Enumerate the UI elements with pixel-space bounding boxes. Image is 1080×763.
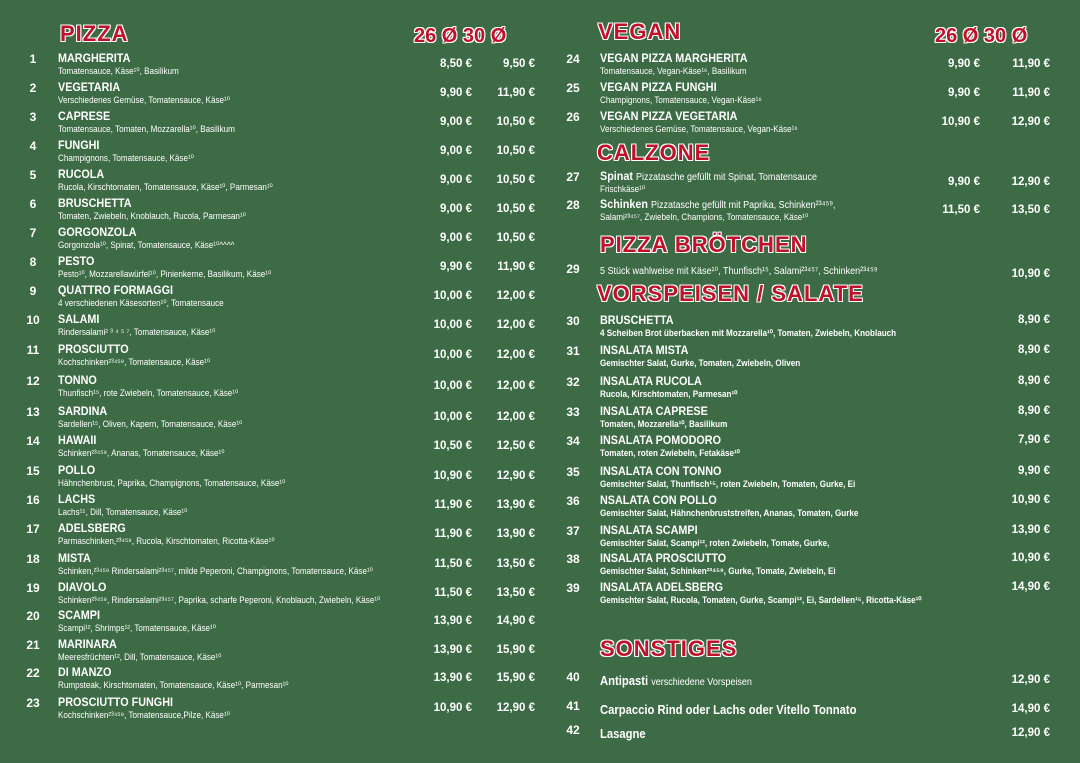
item-name-text: CAPRESE xyxy=(58,109,111,123)
menu-item xyxy=(0,636,545,665)
price-26: 13,90 € xyxy=(433,644,472,656)
item-number: 2 xyxy=(29,81,37,95)
item-description: Tomaten, roten Zwiebeln, Fetakäse¹⁰ xyxy=(600,448,740,458)
menu-item xyxy=(545,463,1080,492)
item-description: Sardellen¹⁵, Oliven, Kapern, Tomatensauce, Käse¹⁰ xyxy=(58,419,243,429)
item-description: Kochschinken²³⁴⁵⁹, Tomatensauce, Käse¹⁰ xyxy=(58,357,211,367)
item-description: Scampi¹², Shrimps¹², Tomatensauce, Käse¹⁰ xyxy=(58,623,216,633)
item-name xyxy=(58,433,96,447)
item-description: Schinken²³⁴⁵⁹, Ananas, Tomatensauce, Käse¹⁰ xyxy=(58,448,225,458)
item-inline-description: Pizzatasche gefüllt mit Spinat, Tomatensauce xyxy=(636,172,817,183)
item-description: Gorgonzola¹⁰, Spinat, Tomatensauce, Käse¹⁰^^^^ xyxy=(58,240,235,250)
item-name-text: Schinken xyxy=(600,197,649,211)
item-name-text: GORGONZOLA xyxy=(58,225,137,239)
item-description: Schinken²³⁴⁵⁹, Rindersalami²³⁴⁵⁷, Paprika, scharfe Peperoni, Knoblauch, Zwiebeln, Käse¹⁰ xyxy=(58,595,381,605)
item-name-text: INSALATA RUCOLA xyxy=(600,374,702,388)
item-description: Gemischter Salat, Rucola, Tomaten, Gurke, Scampi¹², Ei, Sardellen¹⁵, Ricotta-Käse¹⁰ xyxy=(600,595,922,605)
item-name-text: INSALATA CON TONNO xyxy=(600,464,722,478)
item-name xyxy=(58,665,111,679)
sonstiges-title: SONSTIGES xyxy=(600,636,738,661)
item-name-text: SARDINA xyxy=(58,404,108,418)
item-description: Gemischter Salat, Schinken²³⁴⁵⁹, Gurke, Tomate, Zwiebeln, Ei xyxy=(600,566,836,576)
price-26: 9,90 € xyxy=(948,58,980,70)
price-30: 12,90 € xyxy=(1011,176,1050,188)
item-name xyxy=(58,312,99,326)
calzone-title: CALZONE xyxy=(597,140,711,165)
item-number: 5 xyxy=(29,168,37,182)
item-name-text: NSALATA CON POLLO xyxy=(600,493,717,507)
menu-item xyxy=(545,721,1080,750)
item-name-text: Lasagne xyxy=(600,727,646,741)
item-name-text: INSALATA POMODORO xyxy=(600,433,721,447)
price-30: 11,90 € xyxy=(497,87,535,99)
item-description: Lachs¹⁵, Dill, Tomatensauce, Käse¹⁰ xyxy=(58,507,188,517)
item-name-text: MARGHERITA xyxy=(58,51,131,65)
price-26: 13,90 € xyxy=(433,615,472,627)
price-26: 9,90 € xyxy=(948,87,980,99)
price: 10,90 € xyxy=(1011,268,1050,280)
item-number: 8 xyxy=(29,255,37,269)
item-description: Verschiedenes Gemüse, Tomatensauce, Vegan-Käse¹⁶ xyxy=(600,124,798,134)
vegan-title: VEGAN xyxy=(598,19,682,44)
item-name xyxy=(600,197,836,211)
menu-item xyxy=(0,432,545,461)
price-30: 12,90 € xyxy=(1011,116,1050,128)
item-description: Rumpsteak, Kirschtomaten, Tomatensauce, Käse¹⁰, Parmesan¹⁰ xyxy=(58,680,289,690)
item-name xyxy=(600,551,726,565)
item-name xyxy=(600,374,702,388)
item-name xyxy=(600,433,721,447)
price-30: 10,50 € xyxy=(496,232,535,244)
menu-item xyxy=(0,282,545,311)
item-name-text: Antipasti xyxy=(600,674,649,688)
price-26: 10,00 € xyxy=(433,349,472,361)
price-30: 12,90 € xyxy=(496,702,535,714)
item-number: 42 xyxy=(566,723,580,737)
price-26: 9,00 € xyxy=(440,174,472,186)
item-number: 34 xyxy=(566,434,580,448)
item-name xyxy=(600,523,698,537)
menu-item xyxy=(0,403,545,432)
price-30: 11,90 € xyxy=(1012,87,1050,99)
item-name xyxy=(58,580,106,594)
price-30: 15,90 € xyxy=(496,672,535,684)
item-number: 19 xyxy=(26,581,40,595)
menu-item xyxy=(545,373,1080,402)
item-number: 14 xyxy=(26,434,40,448)
item-number: 22 xyxy=(26,666,40,680)
item-number: 32 xyxy=(566,375,580,389)
item-description: Salami²³⁴⁵⁷, Zwiebeln, Champions, Tomatensauce, Käse¹⁰ xyxy=(600,212,809,222)
item-number: 40 xyxy=(566,670,580,684)
item-name-text: VEGAN PIZZA FUNGHI xyxy=(600,80,717,94)
item-name xyxy=(58,637,117,651)
item-name-text: INSALATA ADELSBERG xyxy=(600,580,724,594)
price-26: 10,90 € xyxy=(433,470,472,482)
item-name-text: SCAMPI xyxy=(58,608,101,622)
price-30: 13,90 € xyxy=(496,528,535,540)
item-number: 31 xyxy=(566,344,580,358)
menu-item xyxy=(0,108,545,137)
price-26: 10,00 € xyxy=(433,380,472,392)
item-name-text: BRUSCHETTA xyxy=(58,196,132,210)
menu-item xyxy=(0,550,545,579)
pizza-size-header: 26 Ø 30 Ø xyxy=(414,25,507,47)
price-26: 13,90 € xyxy=(433,672,472,684)
price-30: 10,50 € xyxy=(496,116,535,128)
menu-item xyxy=(0,50,545,79)
item-name xyxy=(600,313,674,327)
item-name xyxy=(58,196,132,210)
price-30: 13,50 € xyxy=(496,558,535,570)
item-name-text: INSALATA SCAMPI xyxy=(600,523,698,537)
price-26: 10,50 € xyxy=(433,440,472,452)
item-number: 20 xyxy=(26,609,40,623)
price-26: 10,90 € xyxy=(433,702,472,714)
item-number: 3 xyxy=(29,110,37,124)
item-number: 35 xyxy=(566,465,580,479)
item-name-text: VEGAN PIZZA VEGETARIA xyxy=(600,109,738,123)
item-description: 4 Scheiben Brot überbacken mit Mozzarella¹⁰, Tomaten, Zwiebeln, Knoblauch xyxy=(600,328,897,338)
item-name-text: DI MANZO xyxy=(58,665,112,679)
price-26: 10,00 € xyxy=(433,290,472,302)
price-26: 9,00 € xyxy=(440,203,472,215)
menu-item xyxy=(545,196,1080,225)
item-number: 4 xyxy=(29,139,37,153)
menu-item xyxy=(545,668,1080,697)
menu-item xyxy=(0,607,545,636)
item-number: 16 xyxy=(26,493,40,507)
item-description: Champignons, Tomatensauce, Vegan-Käse¹⁶ xyxy=(600,95,762,105)
item-name xyxy=(600,493,717,507)
item-name-text: PESTO xyxy=(58,254,95,268)
item-description: Thunfisch¹⁵, rote Zwiebeln, Tomatensauce, Käse¹⁰ xyxy=(58,388,239,398)
item-number: 1 xyxy=(29,52,37,66)
item-name xyxy=(58,225,137,239)
price-26: 11,50 € xyxy=(942,204,980,216)
item-name xyxy=(58,51,130,65)
item-name xyxy=(58,521,126,535)
item-name xyxy=(600,464,721,478)
item-number: 37 xyxy=(566,524,580,538)
menu-item xyxy=(0,166,545,195)
menu-item xyxy=(545,50,1080,79)
price-26: 9,00 € xyxy=(440,145,472,157)
price: 7,90 € xyxy=(1018,434,1050,446)
vorspeisen-title: VORSPEISEN / SALATE xyxy=(597,281,864,306)
item-number: 41 xyxy=(566,699,580,713)
menu-item xyxy=(0,224,545,253)
item-name-text: INSALATA CAPRESE xyxy=(600,404,708,418)
price: 13,90 € xyxy=(1011,524,1050,536)
item-name-text: RUCOLA xyxy=(58,167,105,181)
price: 14,90 € xyxy=(1011,703,1050,715)
price: 8,90 € xyxy=(1018,344,1050,356)
item-number: 27 xyxy=(566,170,580,184)
price-26: 8,50 € xyxy=(440,58,472,70)
item-description: Champignons, Tomatensauce, Käse¹⁰ xyxy=(58,153,194,163)
menu-item xyxy=(0,462,545,491)
price-30: 11,90 € xyxy=(497,261,535,273)
item-number: 9 xyxy=(29,284,37,298)
menu-item xyxy=(545,79,1080,108)
item-name xyxy=(600,674,752,688)
price: 10,90 € xyxy=(1011,552,1050,564)
item-name xyxy=(58,373,97,387)
item-name xyxy=(600,263,878,277)
price-30: 11,90 € xyxy=(1012,58,1050,70)
item-description: Hähnchenbrust, Paprika, Champignons, Tomatensauce, Käse¹⁰ xyxy=(58,478,286,488)
item-number: 26 xyxy=(566,110,580,124)
pizza-title: PIZZA xyxy=(60,21,129,46)
item-name-text: Spinat xyxy=(600,169,634,183)
price-26: 10,90 € xyxy=(941,116,980,128)
item-name xyxy=(58,109,110,123)
price-30: 10,50 € xyxy=(496,145,535,157)
item-name-text: INSALATA MISTA xyxy=(600,343,689,357)
menu-item xyxy=(545,108,1080,137)
menu-item xyxy=(0,79,545,108)
price-30: 12,00 € xyxy=(496,411,535,423)
price-26: 10,00 € xyxy=(433,411,472,423)
item-number: 29 xyxy=(566,262,580,276)
menu-item xyxy=(0,195,545,224)
item-number: 17 xyxy=(26,522,40,536)
item-number: 39 xyxy=(566,581,580,595)
price-30: 13,50 € xyxy=(496,587,535,599)
item-description: Schinken,²³⁴⁵⁹ Rindersalami²³⁴⁵⁷, milde Peperoni, Champignons, Tomatensauce, Käse¹⁰ xyxy=(58,566,373,576)
item-name-text: INSALATA PROSCIUTTO xyxy=(600,551,727,565)
broetchen-title: PIZZA BRÖTCHEN xyxy=(600,232,808,257)
item-name xyxy=(600,703,857,717)
item-description: Parmaschinken,²³⁴⁵⁹, Rucola, Kirschtomaten, Ricotta-Käse¹⁰ xyxy=(58,536,275,546)
item-name xyxy=(600,80,717,94)
price: 10,90 € xyxy=(1011,494,1050,506)
menu-item xyxy=(0,694,545,723)
menu-item xyxy=(545,492,1080,521)
item-number: 6 xyxy=(29,197,37,211)
item-description: Rindersalami² ³ ⁴ ⁵ ⁷, Tomatensauce, Käse¹⁰ xyxy=(58,327,216,337)
item-number: 21 xyxy=(26,638,40,652)
price-30: 9,50 € xyxy=(503,58,535,70)
price: 8,90 € xyxy=(1018,405,1050,417)
item-name xyxy=(600,109,737,123)
menu-item xyxy=(545,432,1080,461)
item-name-text: LACHS xyxy=(58,492,96,506)
item-name xyxy=(58,342,129,356)
price-30: 15,90 € xyxy=(496,644,535,656)
price-26: 11,50 € xyxy=(434,558,472,570)
item-name xyxy=(600,343,688,357)
item-number: 10 xyxy=(26,313,40,327)
item-name-text: ADELSBERG xyxy=(58,521,126,535)
item-name xyxy=(600,404,708,418)
menu-item xyxy=(545,550,1080,579)
item-number: 33 xyxy=(566,405,580,419)
item-number: 18 xyxy=(26,552,40,566)
item-description: Pesto¹⁰, Mozzarellawürfel¹⁰, Pinienkerne, Basilikum, Käse¹⁰ xyxy=(58,269,272,279)
item-description: Meeresfrüchten¹², Dill, Tomatensauce, Käse¹⁰ xyxy=(58,652,222,662)
menu-item xyxy=(0,579,545,608)
price: 12,90 € xyxy=(1011,674,1050,686)
price-30: 12,90 € xyxy=(496,470,535,482)
item-number: 15 xyxy=(26,464,40,478)
item-number: 12 xyxy=(26,374,40,388)
item-description: Tomaten, Mozzarella¹⁰, Basilikum xyxy=(600,419,728,429)
menu-item xyxy=(545,522,1080,551)
vegan-size-header: 26 Ø 30 Ø xyxy=(935,25,1028,47)
item-description: Gemischter Salat, Scampi¹², roten Zwiebeln, Tomate, Gurke, xyxy=(600,538,830,548)
price-30: 12,50 € xyxy=(496,440,535,452)
item-name xyxy=(58,492,95,506)
item-description: Tomaten, Zwiebeln, Knoblauch, Rucola, Parmesan¹⁰ xyxy=(58,211,246,221)
item-description: Tomatensauce, Tomaten, Mozzarella¹⁰, Basilikum xyxy=(58,124,235,134)
item-description: Tomatensauce, Vegan-Käse¹⁶, Basilikum xyxy=(600,66,747,76)
price: 14,90 € xyxy=(1011,581,1050,593)
item-name-text: TONNO xyxy=(58,373,97,387)
item-description: 4 verschiedenen Käsesorten¹⁰, Tomatensauce xyxy=(58,298,224,308)
item-name xyxy=(600,51,748,65)
price-30: 10,50 € xyxy=(496,174,535,186)
item-name-text: DIAVOLO xyxy=(58,580,107,594)
menu-item xyxy=(0,520,545,549)
item-description: Gemischter Salat, Thunfisch¹⁵, roten Zwiebeln, Tomaten, Gurke, Ei xyxy=(600,479,856,489)
price-30: 12,00 € xyxy=(496,290,535,302)
menu-item xyxy=(545,403,1080,432)
price-30: 10,50 € xyxy=(496,203,535,215)
item-name-text: POLLO xyxy=(58,463,96,477)
item-number: 23 xyxy=(26,696,40,710)
menu-item xyxy=(0,311,545,340)
menu-item xyxy=(0,253,545,282)
price-30: 12,00 € xyxy=(496,380,535,392)
item-name xyxy=(58,695,173,709)
item-name xyxy=(58,80,120,94)
item-number: 11 xyxy=(26,343,40,357)
item-description: Frischkäse¹⁰ xyxy=(600,184,646,194)
menu-item xyxy=(545,579,1080,608)
item-inline-description: Pizzatasche gefüllt mit Paprika, Schinken²³⁴⁵⁹, xyxy=(651,200,836,211)
item-name-text: Carpaccio Rind oder Lachs oder Vitello Tonnato xyxy=(600,703,857,717)
item-name xyxy=(58,463,95,477)
item-inline-description: 5 Stück wahlweise mit Käse¹⁰, Thunfisch¹⁵, Salami²³⁴⁵⁷, Schinken²³⁴⁵⁹ xyxy=(600,266,878,277)
price: 9,90 € xyxy=(1018,465,1050,477)
item-name-text: HAWAII xyxy=(58,433,97,447)
item-name-text: VEGETARIA xyxy=(58,80,121,94)
price-26: 10,00 € xyxy=(433,319,472,331)
item-name-text: FUNGHI xyxy=(58,138,100,152)
item-name-text: MISTA xyxy=(58,551,91,565)
menu-item xyxy=(0,341,545,370)
price: 8,90 € xyxy=(1018,375,1050,387)
item-description: Tomatensauce, Käse¹⁰, Basilikum xyxy=(58,66,179,76)
item-name xyxy=(58,167,104,181)
price-26: 9,90 € xyxy=(948,176,980,188)
item-name xyxy=(58,551,91,565)
item-name-text: MARINARA xyxy=(58,637,117,651)
item-description: Verschiedenes Gemüse, Tomatensauce, Käse¹⁰ xyxy=(58,95,230,105)
price-26: 9,90 € xyxy=(440,87,472,99)
price-26: 11,90 € xyxy=(434,528,472,540)
price-30: 12,00 € xyxy=(496,349,535,361)
item-number: 7 xyxy=(29,226,37,240)
item-name-text: PROSCIUTTO FUNGHI xyxy=(58,695,174,709)
price-30: 13,50 € xyxy=(1011,204,1050,216)
price-30: 14,90 € xyxy=(496,615,535,627)
price-26: 11,50 € xyxy=(434,587,472,599)
menu-item xyxy=(0,372,545,401)
item-number: 28 xyxy=(566,198,580,212)
item-description: Kochschinken²³⁴⁵⁹, Tomatensauce,Pilze, Käse¹⁰ xyxy=(58,710,230,720)
item-inline-description: verschiedene Vorspeisen xyxy=(651,677,752,688)
item-name-text: VEGAN PIZZA MARGHERITA xyxy=(600,51,748,65)
price: 12,90 € xyxy=(1011,727,1050,739)
item-name xyxy=(58,283,173,297)
item-description: Rucola, Kirschtomaten, Parmesan¹⁰ xyxy=(600,389,738,399)
item-number: 25 xyxy=(566,81,580,95)
item-name xyxy=(600,169,817,183)
item-number: 36 xyxy=(566,494,580,508)
item-number: 38 xyxy=(566,552,580,566)
price-26: 11,90 € xyxy=(434,499,472,511)
item-name-text: BRUSCHETTA xyxy=(600,313,674,327)
item-name-text: SALAMI xyxy=(58,312,100,326)
item-name-text: PROSCIUTTO xyxy=(58,342,129,356)
price-30: 13,90 € xyxy=(496,499,535,511)
menu-item xyxy=(545,312,1080,341)
item-description: Gemischter Salat, Hähnchenbruststreifen, Ananas, Tomaten, Gurke xyxy=(600,508,859,518)
item-name xyxy=(58,404,107,418)
price-26: 9,00 € xyxy=(440,232,472,244)
item-name xyxy=(58,254,94,268)
menu-item xyxy=(0,491,545,520)
price-26: 9,00 € xyxy=(440,116,472,128)
item-name-text: QUATTRO FORMAGGI xyxy=(58,283,173,297)
item-name xyxy=(58,608,100,622)
menu-item xyxy=(0,664,545,693)
item-number: 24 xyxy=(566,52,580,66)
price: 8,90 € xyxy=(1018,314,1050,326)
item-description: Rucola, Kirschtomaten, Tomatensauce, Käse¹⁰, Parmesan¹⁰ xyxy=(58,182,273,192)
item-name xyxy=(600,727,646,741)
item-number: 30 xyxy=(566,314,580,328)
item-description: Gemischter Salat, Gurke, Tomaten, Zwiebeln, Oliven xyxy=(600,358,801,368)
price-26: 9,90 € xyxy=(440,261,472,273)
menu-item xyxy=(545,168,1080,197)
menu-item xyxy=(0,137,545,166)
item-name xyxy=(58,138,99,152)
item-name xyxy=(600,580,723,594)
item-number: 13 xyxy=(26,405,40,419)
menu-item xyxy=(545,342,1080,371)
price-30: 12,00 € xyxy=(496,319,535,331)
